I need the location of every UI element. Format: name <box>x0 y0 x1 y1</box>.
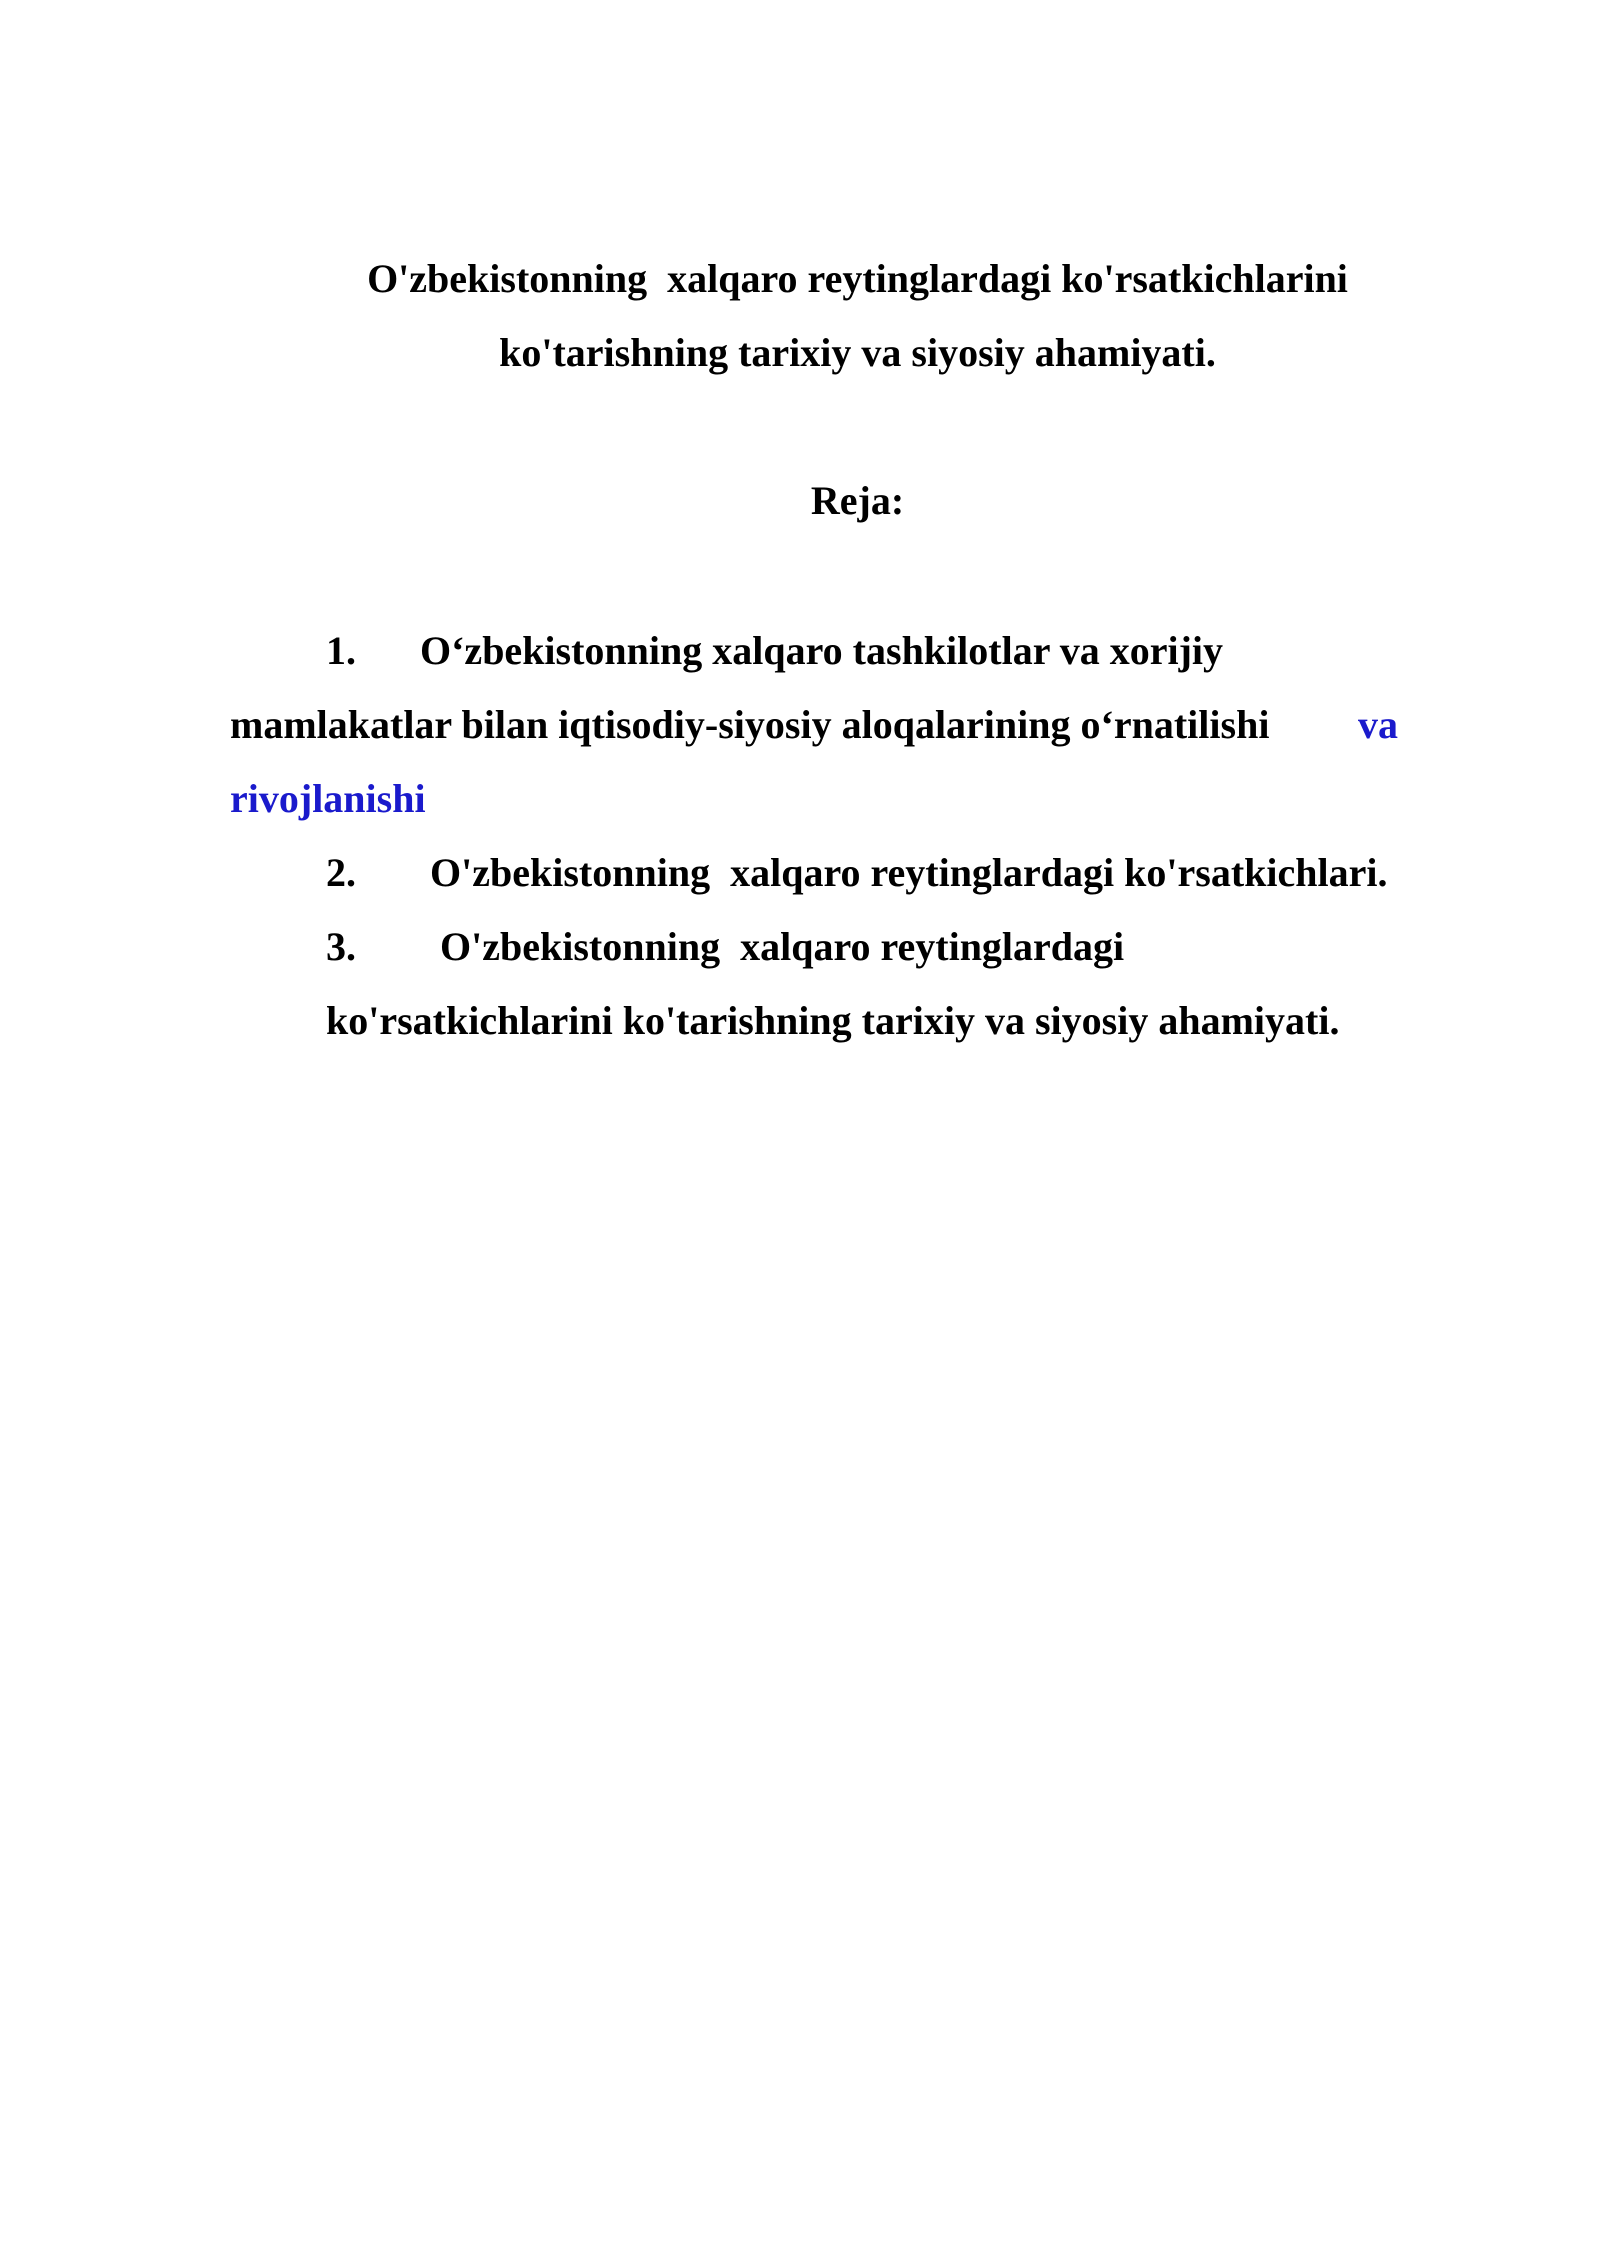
plan-item-3 <box>230 910 1480 984</box>
plan-list <box>230 614 1480 1058</box>
plan-item-number: 1. <box>326 628 356 673</box>
plan-item-number: 2. <box>326 850 356 895</box>
plan-item-1 <box>230 614 1480 688</box>
plan-item-text-highlight: rivojlanishi <box>230 776 426 821</box>
plan-item-3-continuation <box>230 984 1480 1058</box>
plan-item-text: mamlakatlar bilan iqtisodiy-siyosiy aloqalarining o‘rnatilishi <box>230 702 1280 747</box>
title-line-2: ko'tarishning tarixiy va siyosiy ahamiyati. <box>499 330 1216 375</box>
plan-heading: Reja: <box>810 478 905 523</box>
plan-item-2 <box>230 836 1480 910</box>
document-title <box>0 242 1600 390</box>
plan-item-text-highlight: va <box>1358 702 1398 747</box>
plan-item-text: O'zbekistonning xalqaro reytinglardagi ko'rsatkichlari. <box>430 850 1388 895</box>
plan-item-number: 3. <box>326 924 356 969</box>
title-line-1: O'zbekistonning xalqaro reytinglardagi ko'rsatkichlarini <box>367 256 1348 301</box>
plan-item-text: O‘zbekistonning xalqaro tashkilotlar va xorijiy <box>420 628 1224 673</box>
plan-item-text: ko'rsatkichlarini ko'tarishning tarixiy va siyosiy ahamiyati. <box>326 998 1340 1043</box>
plan-item-1-continuation <box>230 688 1480 762</box>
plan-item-1-continuation-2 <box>230 762 1480 836</box>
plan-item-text: O'zbekistonning xalqaro reytinglardagi <box>440 924 1125 969</box>
